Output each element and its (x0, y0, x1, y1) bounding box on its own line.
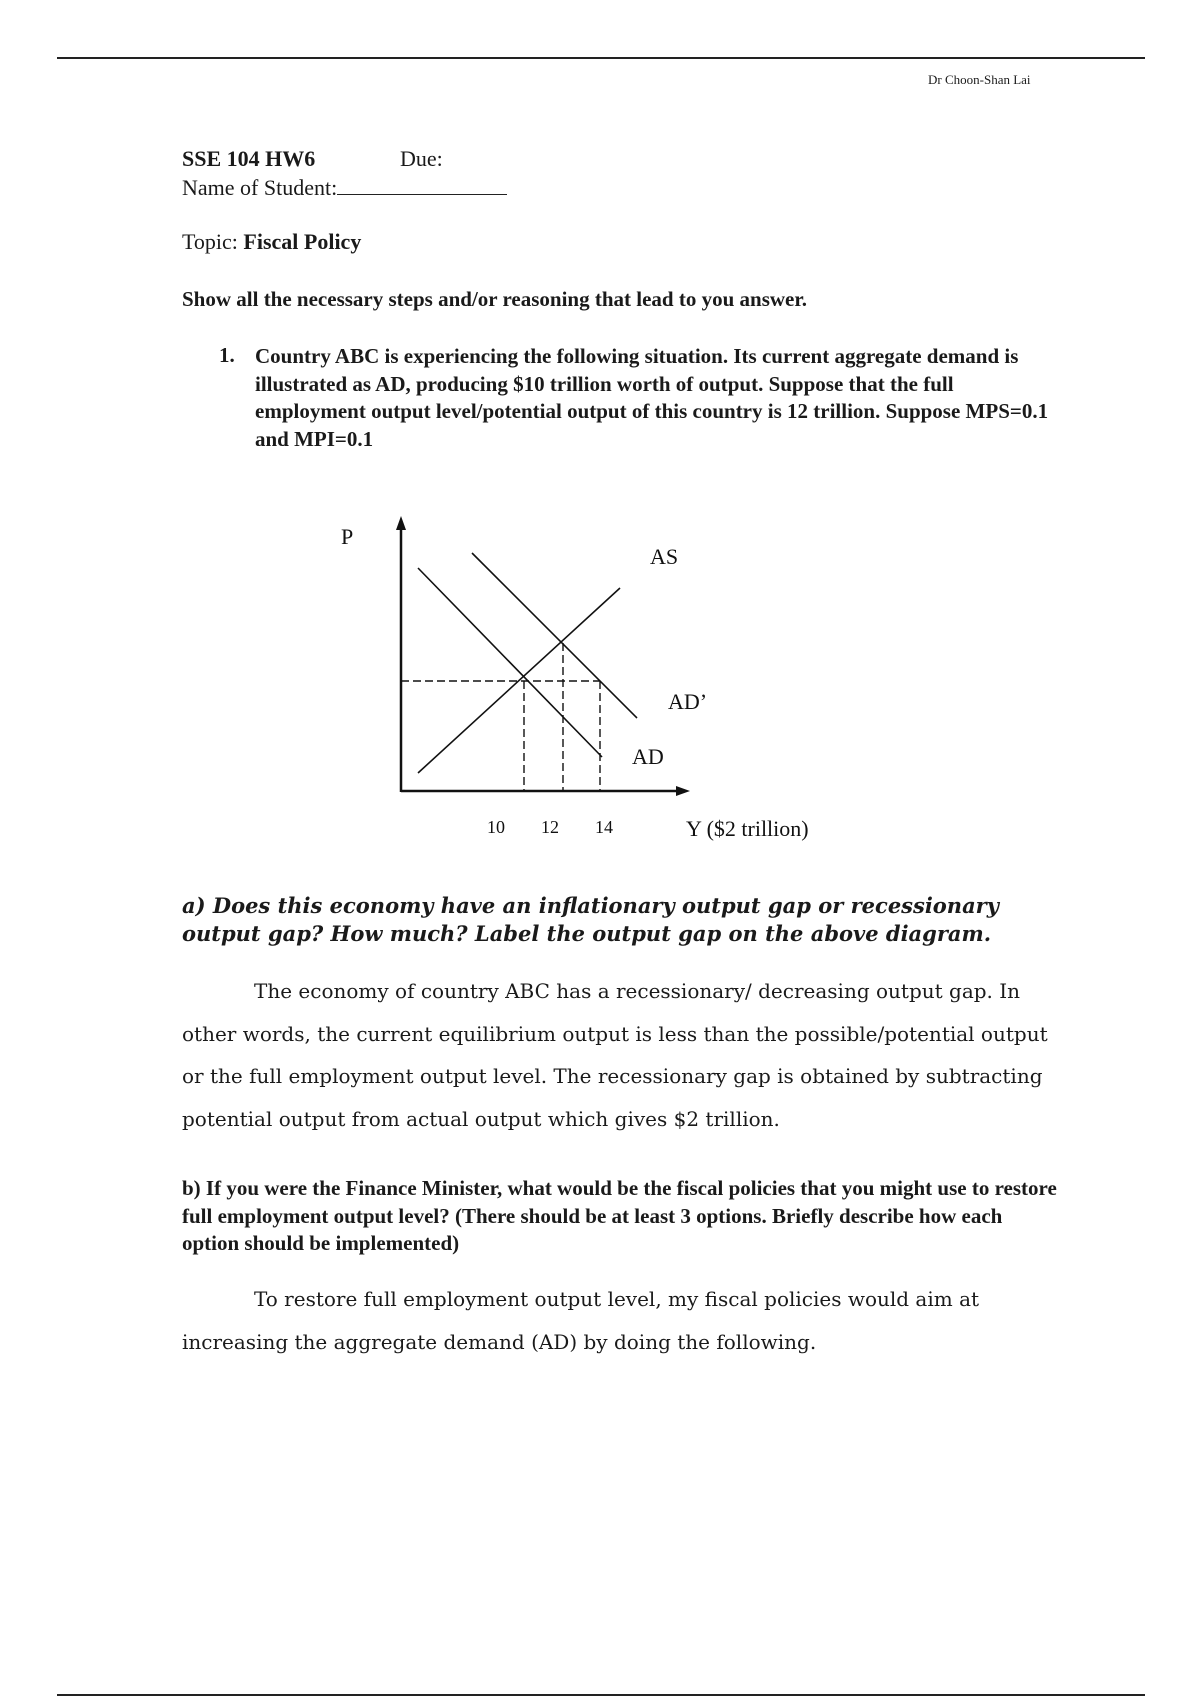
y-axis-label: P (341, 524, 354, 549)
question-1-number: 1. (219, 343, 235, 367)
ad-label: AD (632, 744, 664, 769)
topic-value: Fiscal Policy (243, 229, 362, 254)
tick-label-10: 10 (487, 817, 505, 837)
part-b-question: b) If you were the Finance Minister, what would be the fiscal policies that you might use to restore full employment output level? (There should be at least 3 options. Briefly describe how each option should be implemented) (182, 1176, 1057, 1255)
bottom-rule (57, 1694, 1145, 1696)
part-a-answer-text: The economy of country ABC has a recessionary/ decreasing output gap. In other words, the current equilibrium output is less than the possible/potential output or the full employment output level. The recessionary gap is obtained by subtracting potential output from actual output which gives $2 trillion. (182, 979, 1048, 1131)
part-a-question: a) Does this economy have an inflationary output gap or recessionary output gap? How much? Label the output gap on the above diagram. (182, 893, 999, 946)
student-name-label: Name of Student: (182, 175, 338, 200)
ad-curve (418, 568, 602, 757)
author-header: Dr Choon-Shan Lai (928, 72, 1031, 87)
part-b-answer-text: To restore full employment output level, my fiscal policies would aim at increasing the aggregate demand (AD) by doing the following. (182, 1287, 980, 1354)
part-a-answer (182, 970, 1062, 1140)
topic-label: Topic: (182, 229, 238, 254)
x-axis-arrow (676, 786, 690, 796)
ad-prime-label: AD’ (668, 689, 708, 714)
tick-label-14: 14 (595, 817, 613, 837)
y-axis-arrow (396, 516, 406, 530)
part-b-answer (182, 1278, 1062, 1363)
question-1-text: Country ABC is experiencing the following situation. Its current aggregate demand is illustrated as AD, producing $10 trillion worth of output. Suppose that the full employment output level/potential output of this country is 12 trillion. Suppose MPS=0.1 and MPI=0.1 (255, 344, 1049, 451)
homework-title: SSE 104 HW6 (182, 146, 316, 171)
x-axis-label: Y ($2 trillion) (686, 816, 809, 841)
ad-prime-curve (472, 553, 637, 718)
tick-label-12: 12 (541, 817, 559, 837)
instructions: Show all the necessary steps and/or reasoning that lead to you answer. (182, 287, 807, 311)
as-label: AS (650, 544, 679, 569)
due-label: Due: (400, 146, 443, 171)
